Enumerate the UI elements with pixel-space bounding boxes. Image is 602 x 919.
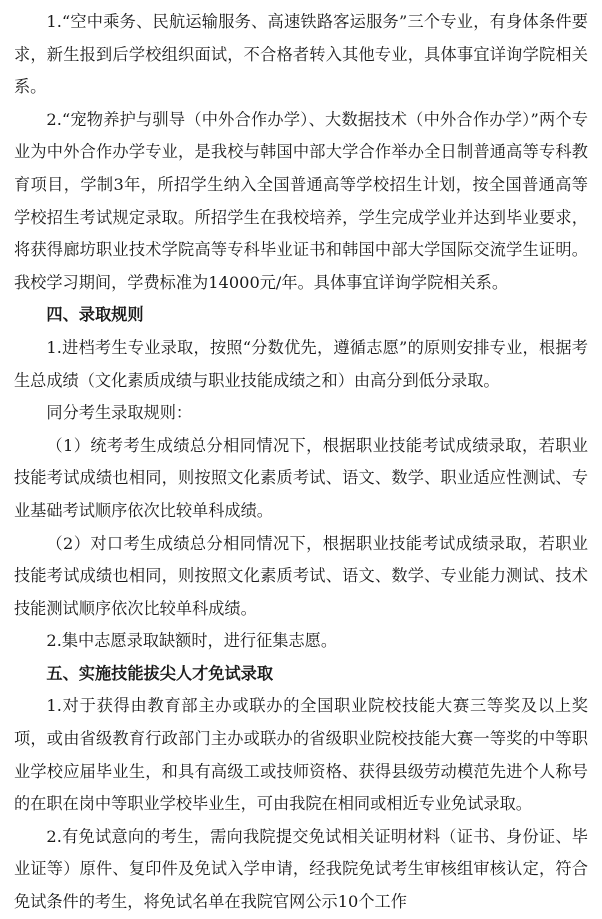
tie-rule-2-paragraph: （2）对口考生成绩总分相同情况下，根据职业技能考试成绩录取，若职业技能考试成绩也相同，则按照文化素质考试、语文、数学、专业能力测试、技术技能测试顺序依次比较单科成绩。: [14, 533, 588, 618]
exempt-rule-1-paragraph: 1.对于获得由教育部主办或联办的全国职业院校技能大赛三等奖及以上奖项，或由省级教育行政部门主办或联办的省级职业院校技能大赛一等奖的中等职业学校应届毕业生，和具有高级工或技师资格、获得县级劳动模范先进个人称号的在职在岗中等职业学校毕业生，可由我院在相同或相近专业免试录取。: [14, 696, 588, 814]
note-1-paragraph: 1.“空中乘务、民航运输服务、高速铁路客运服务”三个专业，有身体条件要求，新生报到后学校组织面试，不合格者转入其他专业，具体事宜详询学院相关系。: [14, 12, 588, 97]
tie-rule-1-paragraph: （1）统考考生成绩总分相同情况下，根据职业技能考试成绩录取，若职业技能考试成绩也相同，则按照文化素质考试、语文、数学、职业适应性测试、专业基础考试顺序依次比较单科成绩。: [14, 435, 588, 520]
admission-rule-1-paragraph: 1.进档考生专业录取，按照“分数优先，遵循志愿”的原则安排专业，根据考生总成绩（文化素质成绩与职业技能成绩之和）由高分到低分录取。: [14, 337, 588, 390]
section-5-heading: 五、实施技能拔尖人才免试录取: [46, 663, 274, 683]
tie-rule-intro-paragraph: 同分考生录取规则：: [46, 403, 193, 423]
admission-rule-2-paragraph: 2.集中志愿录取缺额时，进行征集志愿。: [46, 631, 338, 651]
section-4-heading: 四、录取规则: [46, 305, 144, 325]
note-2-paragraph: 2.“宠物养护与驯导（中外合作办学）、大数据技术（中外合作办学）”两个专业为中外合作办学专业，是我校与韩国中部大学合作举办全日制普通高等专科教育项目，学制3年，所招学生纳入全国普通高等学校招生计划，按全国普通高等学校招生考试规定录取。所招学生在我校培养，学生完成学业并达到毕业要求，将获得廊坊职业技术学院高等专科毕业证书和韩国中部大学国际交流学生证明。我校学习期间，学费标准为14000元/年。具体事宜详询学院相关系。: [14, 109, 588, 292]
exempt-rule-2-paragraph: 2.有免试意向的考生，需向我院提交免试相关证明材料（证书、身份证、毕业证等）原件、复印件及免试入学申请，经我院免试考生审核组审核认定，符合免试条件的考生，将免试名单在我院官网公示10个工作: [14, 826, 588, 912]
